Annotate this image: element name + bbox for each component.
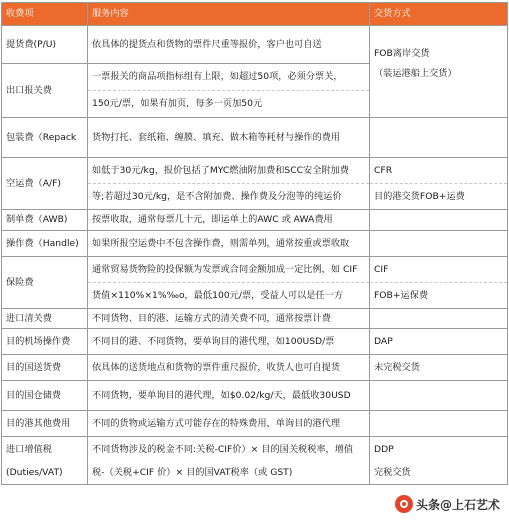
- delivery-term-empty: [370, 118, 508, 158]
- fee-item: 目的国仓储费: [2, 381, 88, 411]
- fee-item: 目的机场操作费: [2, 329, 88, 355]
- watermark: [392, 494, 503, 514]
- delivery-term-note: （装运港船上交货）: [374, 68, 457, 79]
- delivery-term-empty: [370, 309, 508, 329]
- service-text: 一票报关的商品项指标组有上限，如超过50项，必须分票关，: [88, 64, 369, 91]
- delivery-term-note: FOB+运保费: [374, 290, 429, 301]
- fee-item: 保险费: [2, 257, 88, 309]
- delivery-term-note: 未完税交货: [370, 355, 508, 381]
- delivery-term-empty: [370, 381, 508, 411]
- service-text-cell: [88, 257, 370, 309]
- service-text-cell: [88, 437, 370, 485]
- table-row: [2, 257, 508, 309]
- table-row: [2, 309, 508, 329]
- table-header-row: [2, 3, 508, 26]
- delivery-term-cell: [370, 257, 508, 309]
- watermark-text: 头条@上石艺术: [415, 497, 500, 512]
- fee-item: 出口报关费: [2, 64, 88, 118]
- delivery-term: CIF: [370, 257, 507, 283]
- service-text: 税-（关税+CIF 价）× 目的国VAT税率（或 GST): [92, 466, 293, 478]
- table-row: [2, 118, 508, 158]
- fee-item: 包装费（Repack: [2, 118, 88, 158]
- service-text: 如低于30元/kg，报价包括了MYC燃油附加费和SCC安全附加费: [88, 158, 369, 184]
- table-row: [2, 329, 508, 355]
- fee-item: 提货费(P/U): [2, 26, 88, 64]
- table-row: [2, 231, 508, 257]
- service-text: 150元/票，如果有加页，每多一页加50元: [92, 98, 263, 109]
- service-text-cell: [88, 158, 370, 210]
- delivery-term-cell: [370, 437, 508, 485]
- delivery-term-empty: [370, 231, 508, 257]
- service-text-cell: [88, 64, 370, 118]
- header-service: 服务内容: [88, 3, 370, 26]
- service-text: 不同货物，要单询目的港代理，如$0.02/kg/天，最低收30USD: [88, 381, 370, 411]
- service-text: 通常贸易货物险的投保额为发票或合同金额加成一定比例，如 CIF: [88, 257, 369, 283]
- service-text: 不同货物涉及的税金不同:关税-CIF价）× 目的国关税税率，增值: [92, 443, 354, 455]
- service-text: 不同目的港、不同货物，要单询目的港代理，如100USD/票: [88, 329, 370, 355]
- delivery-term: DDP: [374, 443, 394, 455]
- header-delivery-terms: 交货方式: [370, 3, 508, 26]
- delivery-term-empty: [370, 411, 508, 437]
- service-text: 不同的货物或运输方式可能存在的特殊费用，单询目的港代理: [88, 411, 370, 437]
- fee-table: [1, 2, 508, 485]
- table-row: [2, 26, 508, 64]
- service-text: 按票收取，通常每票几十元，即运单上的AWC 或 AWA费用: [88, 210, 370, 231]
- header-fee-item: 收费项: [2, 3, 88, 26]
- table-row: [2, 437, 508, 485]
- service-text: 不同货物、目的港、运输方式的清关费不同，通常按票计费: [88, 309, 370, 329]
- service-text: 如果所报空运费中不包含操作费，则需单列，通常按重或票收取: [88, 231, 370, 257]
- fee-item: 操作费（Handle): [2, 231, 88, 257]
- delivery-term: CFR: [370, 158, 507, 184]
- fee-item: 进口清关费: [2, 309, 88, 329]
- fee-item: 空运费（A/F): [2, 158, 88, 210]
- toutiao-logo-icon: [395, 495, 413, 513]
- delivery-term: DAP: [370, 329, 508, 355]
- table-row: [2, 381, 508, 411]
- delivery-term-note: 完税交货: [374, 466, 411, 478]
- service-text: 货值×110%×1%‰o，最低100元/票，受益人可以是任一方: [92, 290, 344, 301]
- service-text: 依具体的提货点和货物的票件尺重等报价，客户也可自送: [88, 26, 370, 64]
- fee-item: 目的港其他费用: [2, 411, 88, 437]
- fee-item: 目的国送货费: [2, 355, 88, 381]
- table-row: [2, 355, 508, 381]
- table-row: [2, 210, 508, 231]
- delivery-term: FOB离岸交货: [374, 48, 430, 59]
- service-text: 等;若超过30元/kg，是不含附加费、操作费及分泡等的纯运价: [92, 191, 342, 202]
- delivery-term-cell: [370, 158, 508, 210]
- delivery-term-empty: [370, 210, 508, 231]
- delivery-term-cell: [370, 26, 508, 118]
- fee-item-sub: (Duties/VAT): [6, 466, 63, 478]
- fee-item: 制单费（AWB): [2, 210, 88, 231]
- table-row: [2, 158, 508, 210]
- delivery-term-note: 目的港交货FOB+运费: [374, 191, 465, 202]
- service-text: 货物打托、套纸箱、缠膜、填充、做木箱等耗材与操作的费用: [88, 118, 370, 158]
- fee-item: 进口增值税: [6, 443, 52, 455]
- table-row: [2, 411, 508, 437]
- service-text: 依具体的送货地点和货物的票件重尺报价，收货人也可自提货: [88, 355, 370, 381]
- fee-item-cell: [2, 437, 88, 485]
